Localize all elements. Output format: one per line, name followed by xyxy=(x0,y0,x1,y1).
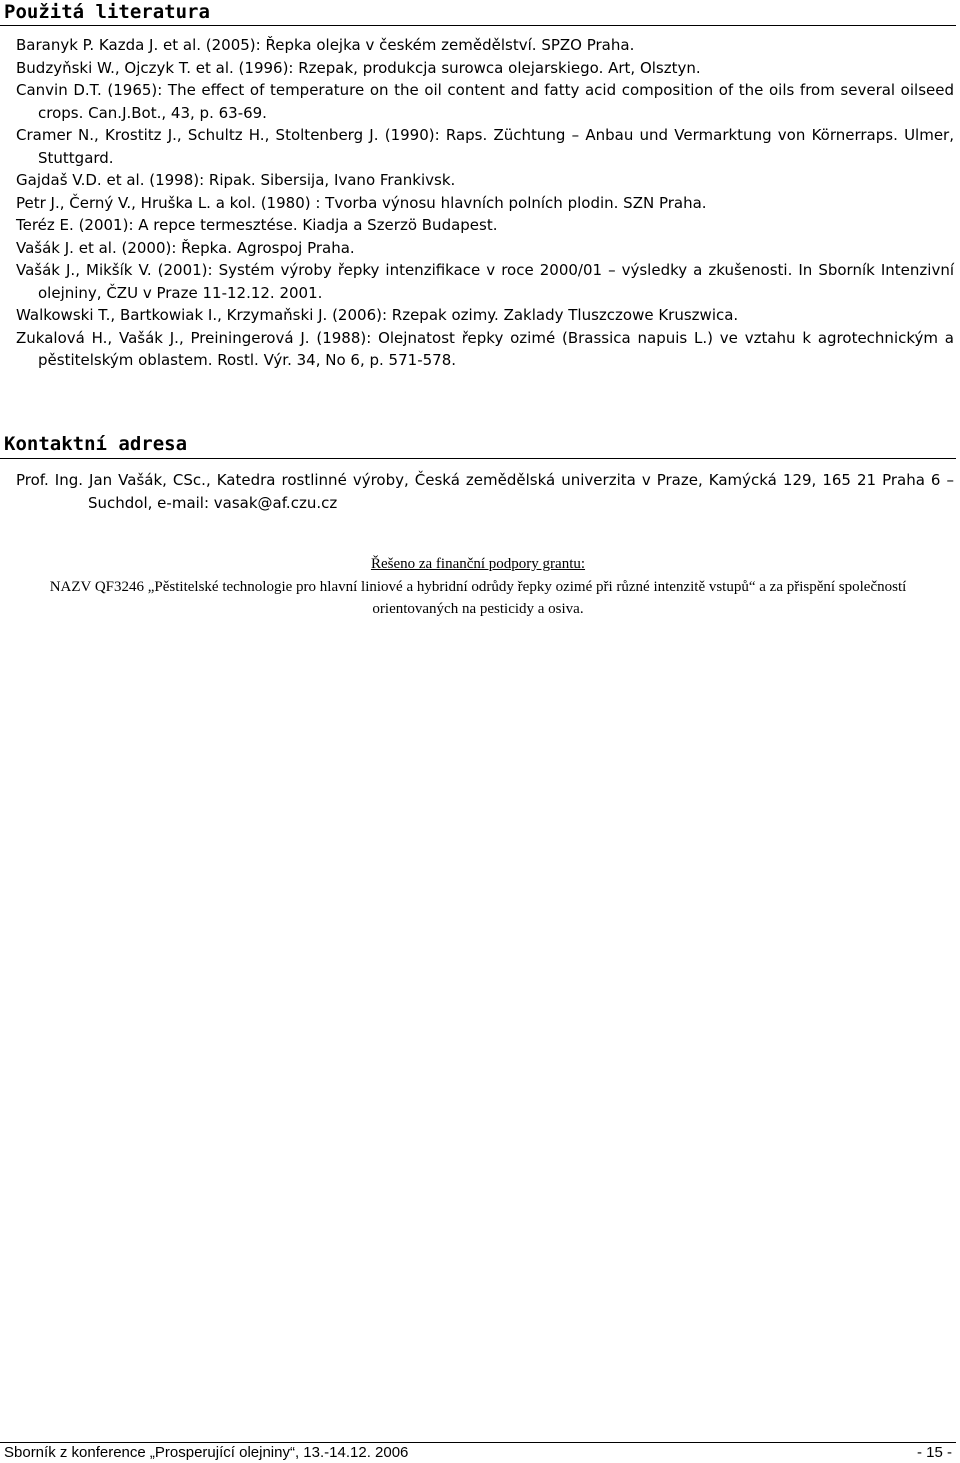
reference-item: Vašák J., Mikšík V. (2001): Systém výroby řepky intenzifikace v roce 2000/01 – výsledky a zkušenosti. In Sborník Intenzivní olejniny, ČZU v Praze 11-12.12. 2001. xyxy=(16,261,954,302)
reference-item: Baranyk P. Kazda J. et al. (2005): Řepka olejka v českém zemědělství. SPZO Praha. xyxy=(16,36,635,54)
reference-item: Teréz E. (2001): A repce termesztése. Kiadja a Szerzö Budapest. xyxy=(16,216,498,234)
footer-conference: Sborník z konference „Prosperující olejniny“, 13.-14.12. 2006 xyxy=(4,1444,409,1461)
contact-heading: Kontaktní adresa xyxy=(4,433,188,455)
footer-rule xyxy=(0,1442,956,1443)
reference-item: Zukalová H., Vašák J., Preiningerová J. (1988): Olejnatost řepky ozimé (Brassica napuis L.) ve vztahu k agrotechnickým a pěstitelským oblastem. Rostl. Výr. 34, No 6, p. 571-578. xyxy=(16,328,954,369)
page-number: - 15 - xyxy=(916,1444,952,1461)
grant-text: NAZV QF3246 „Pěstitelské technologie pro hlavní liniové a hybridní odrůdy řepky ozimé při různé intenzitě vstupů“ a za přispění společností orientovaných na pesticidy a osiva. xyxy=(49,578,907,617)
reference-item: Canvin D.T. (1965): The effect of temperature on the oil content and fatty acid composition of the oils from several oilseed crops. Can.J.Bot., 43, p. 63-69. xyxy=(16,81,954,122)
contact-address: Prof. Ing. Jan Vašák, CSc., Katedra rostlinné výroby, Česká zemědělská univerzita v Praze, Kamýcká 129, 165 21 Praha 6 – Suchdol, e-mail: vasak@af.czu.cz xyxy=(16,471,954,512)
contact-heading-rule xyxy=(0,458,956,459)
reference-item: Gajdaš V.D. et al. (1998): Ripak. Sibersija, Ivano Frankivsk. xyxy=(16,171,456,189)
reference-item: Walkowski T., Bartkowiak I., Krzymaňski J. (2006): Rzepak ozimy. Zaklady Tluszczowe Kruszwica. xyxy=(16,306,739,324)
reference-item: Vašák J. et al. (2000): Řepka. Agrospoj Praha. xyxy=(16,238,355,257)
literature-heading-rule xyxy=(0,25,956,26)
grant-title: Řešeno za finanční podpory grantu: xyxy=(370,556,586,572)
reference-list xyxy=(16,34,954,372)
literature-heading: Použitá literatura xyxy=(4,1,210,23)
reference-item: Petr J., Černý V., Hruška L. a kol. (1980) : Tvorba výnosu hlavních polních plodin. SZN Praha. xyxy=(16,193,707,212)
reference-item: Cramer N., Krostitz J., Schultz H., Stoltenberg J. (1990): Raps. Züchtung – Anbau und Vermarktung von Körnerraps. Ulmer, Stuttgard. xyxy=(16,126,954,167)
reference-item: Budzyňski W., Ojczyk T. et al. (1996): Rzepak, produkcja surowca olejarskiego. Art, Olsztyn. xyxy=(16,58,701,77)
grant-acknowledgement xyxy=(0,553,956,621)
